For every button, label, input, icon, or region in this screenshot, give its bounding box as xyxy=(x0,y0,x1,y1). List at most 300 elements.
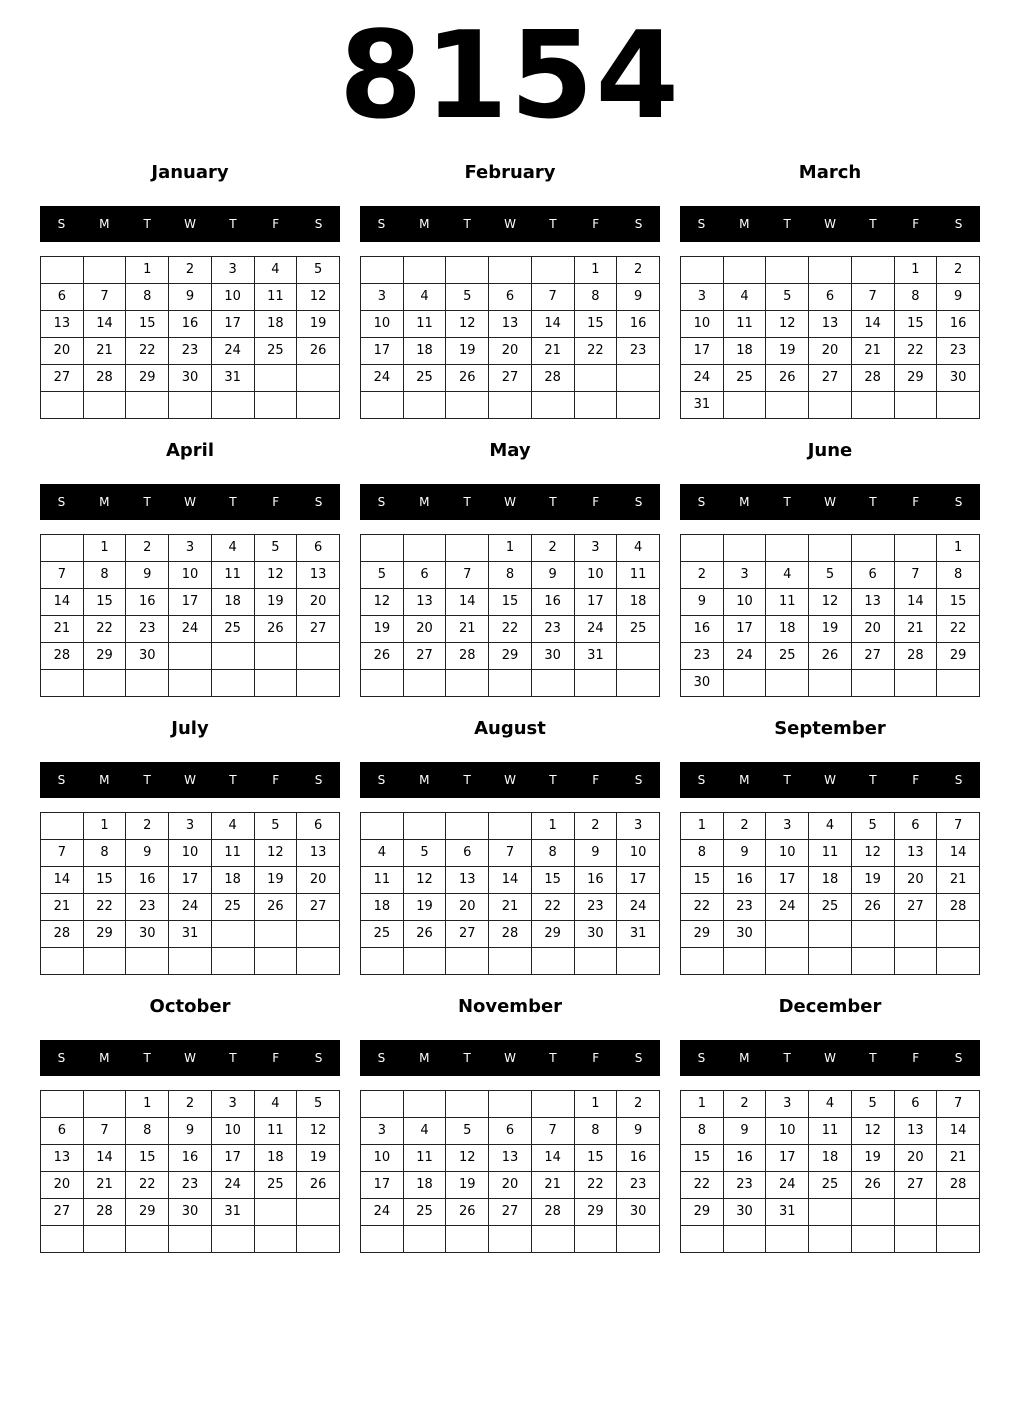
day-cell: 16 xyxy=(937,311,980,338)
day-cell xyxy=(254,670,297,697)
day-cell xyxy=(851,1199,894,1226)
day-cell: 11 xyxy=(254,284,297,311)
day-cell xyxy=(531,392,574,419)
day-cell xyxy=(894,948,937,975)
weekday-label: T xyxy=(463,217,471,231)
day-cell xyxy=(851,257,894,284)
day-cell xyxy=(361,257,404,284)
day-cell: 9 xyxy=(169,284,212,311)
day-cell: 2 xyxy=(126,535,169,562)
day-cell: 20 xyxy=(489,1172,532,1199)
day-cell xyxy=(894,1226,937,1253)
day-cell: 11 xyxy=(617,562,660,589)
day-cell xyxy=(894,1199,937,1226)
day-cell xyxy=(297,948,340,975)
day-cell xyxy=(361,535,404,562)
day-cell xyxy=(531,670,574,697)
day-cell xyxy=(297,365,340,392)
day-cell xyxy=(681,1226,724,1253)
day-cell: 27 xyxy=(489,365,532,392)
day-grid xyxy=(360,812,660,975)
day-cell: 4 xyxy=(211,535,254,562)
day-cell xyxy=(766,535,809,562)
day-cell: 6 xyxy=(489,1118,532,1145)
day-cell xyxy=(617,643,660,670)
week-row xyxy=(361,1226,660,1253)
weekday-label: F xyxy=(592,217,600,231)
weekday-label: W xyxy=(824,495,836,509)
day-cell xyxy=(851,670,894,697)
day-cell: 2 xyxy=(723,813,766,840)
day-cell: 20 xyxy=(41,338,84,365)
week-row xyxy=(361,365,660,392)
day-cell: 3 xyxy=(211,257,254,284)
day-cell: 31 xyxy=(766,1199,809,1226)
weekday-header xyxy=(40,762,340,798)
day-cell: 30 xyxy=(937,365,980,392)
day-cell xyxy=(489,1091,532,1118)
weekday-label: T xyxy=(143,773,151,787)
week-row xyxy=(361,589,660,616)
weekday-header xyxy=(680,762,980,798)
day-cell: 16 xyxy=(681,616,724,643)
day-cell: 31 xyxy=(169,921,212,948)
weekday-header xyxy=(680,1040,980,1076)
day-cell: 26 xyxy=(254,894,297,921)
day-cell: 7 xyxy=(83,284,126,311)
week-row xyxy=(41,921,340,948)
month-name: July xyxy=(171,718,209,739)
day-cell: 26 xyxy=(403,921,446,948)
day-cell: 5 xyxy=(254,813,297,840)
day-cell: 1 xyxy=(83,535,126,562)
weekday-label: T xyxy=(143,495,151,509)
day-cell: 15 xyxy=(574,311,617,338)
day-cell: 21 xyxy=(937,1145,980,1172)
day-cell: 14 xyxy=(41,589,84,616)
week-row xyxy=(41,1199,340,1226)
week-row xyxy=(41,867,340,894)
weekday-label: W xyxy=(184,217,196,231)
month-name: January xyxy=(151,162,229,183)
day-cell: 21 xyxy=(937,867,980,894)
day-cell: 12 xyxy=(851,840,894,867)
day-cell: 13 xyxy=(446,867,489,894)
day-cell xyxy=(41,392,84,419)
week-row xyxy=(681,840,980,867)
day-cell: 6 xyxy=(894,1091,937,1118)
day-cell: 24 xyxy=(681,365,724,392)
week-row xyxy=(681,1226,980,1253)
week-row xyxy=(681,1118,980,1145)
weekday-label: M xyxy=(739,495,750,509)
day-cell xyxy=(254,921,297,948)
day-cell: 20 xyxy=(809,338,852,365)
day-cell xyxy=(446,257,489,284)
day-cell: 26 xyxy=(446,365,489,392)
weekday-label: T xyxy=(783,495,791,509)
weekday-label: T xyxy=(549,217,557,231)
day-cell: 21 xyxy=(41,894,84,921)
day-cell: 22 xyxy=(894,338,937,365)
day-cell: 22 xyxy=(83,894,126,921)
day-cell: 28 xyxy=(937,894,980,921)
day-cell xyxy=(489,670,532,697)
day-cell: 28 xyxy=(937,1172,980,1199)
day-cell: 4 xyxy=(211,813,254,840)
day-cell: 7 xyxy=(41,840,84,867)
day-cell: 4 xyxy=(723,284,766,311)
day-cell: 9 xyxy=(169,1118,212,1145)
week-row xyxy=(361,813,660,840)
day-cell xyxy=(297,921,340,948)
day-cell: 2 xyxy=(723,1091,766,1118)
day-cell: 15 xyxy=(531,867,574,894)
day-cell xyxy=(489,392,532,419)
day-cell: 4 xyxy=(403,1118,446,1145)
day-cell: 30 xyxy=(169,1199,212,1226)
day-cell xyxy=(446,535,489,562)
week-row xyxy=(361,921,660,948)
day-grid xyxy=(360,256,660,419)
day-cell: 19 xyxy=(851,867,894,894)
day-cell: 19 xyxy=(361,616,404,643)
day-cell xyxy=(169,392,212,419)
day-cell: 21 xyxy=(489,894,532,921)
day-cell: 9 xyxy=(126,840,169,867)
weekday-label: S xyxy=(634,773,643,787)
day-cell xyxy=(446,1226,489,1253)
day-cell: 14 xyxy=(489,867,532,894)
day-cell: 18 xyxy=(254,1145,297,1172)
weekday-label: S xyxy=(57,773,66,787)
day-cell: 1 xyxy=(937,535,980,562)
day-cell xyxy=(809,921,852,948)
day-cell: 13 xyxy=(41,311,84,338)
month-name: April xyxy=(165,440,215,461)
day-grid xyxy=(40,1090,340,1253)
week-row xyxy=(681,1145,980,1172)
day-cell: 12 xyxy=(766,311,809,338)
day-cell xyxy=(851,535,894,562)
day-cell: 23 xyxy=(126,616,169,643)
day-cell xyxy=(723,535,766,562)
week-row xyxy=(681,670,980,697)
day-cell: 12 xyxy=(403,867,446,894)
weekday-label: S xyxy=(314,1051,323,1065)
day-cell xyxy=(446,392,489,419)
day-cell: 31 xyxy=(681,392,724,419)
day-cell: 14 xyxy=(83,311,126,338)
day-cell xyxy=(403,257,446,284)
day-cell: 19 xyxy=(297,1145,340,1172)
day-cell xyxy=(574,1226,617,1253)
day-cell: 10 xyxy=(211,1118,254,1145)
day-cell: 9 xyxy=(126,562,169,589)
weekday-label: S xyxy=(697,773,706,787)
weekday-label: F xyxy=(592,1051,600,1065)
weekday-label: S xyxy=(634,495,643,509)
day-cell: 8 xyxy=(83,840,126,867)
day-cell: 31 xyxy=(617,921,660,948)
day-cell: 11 xyxy=(809,1118,852,1145)
day-cell: 16 xyxy=(723,867,766,894)
weekday-label: S xyxy=(954,1051,963,1065)
day-cell: 30 xyxy=(617,1199,660,1226)
day-cell: 18 xyxy=(403,1172,446,1199)
week-row xyxy=(41,1145,340,1172)
day-cell: 10 xyxy=(617,840,660,867)
week-row xyxy=(41,813,340,840)
week-row xyxy=(41,535,340,562)
day-cell: 27 xyxy=(446,921,489,948)
day-cell: 29 xyxy=(937,643,980,670)
weekday-label: S xyxy=(697,1051,706,1065)
day-cell: 16 xyxy=(169,1145,212,1172)
day-cell: 5 xyxy=(766,284,809,311)
day-cell xyxy=(83,670,126,697)
weekday-label: F xyxy=(912,1051,920,1065)
day-cell: 28 xyxy=(83,1199,126,1226)
week-row xyxy=(41,894,340,921)
day-cell: 3 xyxy=(361,1118,404,1145)
day-cell: 30 xyxy=(126,921,169,948)
day-cell: 29 xyxy=(681,1199,724,1226)
day-cell: 26 xyxy=(766,365,809,392)
day-cell: 8 xyxy=(681,840,724,867)
day-cell: 27 xyxy=(403,643,446,670)
day-cell: 22 xyxy=(531,894,574,921)
day-cell: 27 xyxy=(851,643,894,670)
month-name: June xyxy=(807,440,853,461)
day-cell: 22 xyxy=(574,338,617,365)
month-name: December xyxy=(778,996,882,1017)
day-cell: 29 xyxy=(83,921,126,948)
day-cell: 11 xyxy=(211,840,254,867)
day-cell: 5 xyxy=(809,562,852,589)
weekday-label: T xyxy=(549,773,557,787)
day-cell: 23 xyxy=(574,894,617,921)
week-row xyxy=(41,643,340,670)
day-cell: 3 xyxy=(681,284,724,311)
day-cell xyxy=(41,1091,84,1118)
day-cell: 8 xyxy=(531,840,574,867)
day-cell: 19 xyxy=(446,338,489,365)
day-cell: 23 xyxy=(937,338,980,365)
day-cell: 29 xyxy=(489,643,532,670)
day-cell xyxy=(126,392,169,419)
day-cell: 14 xyxy=(446,589,489,616)
day-cell: 6 xyxy=(297,535,340,562)
day-cell: 27 xyxy=(297,616,340,643)
day-cell: 23 xyxy=(531,616,574,643)
day-cell xyxy=(617,392,660,419)
weekday-label: S xyxy=(57,1051,66,1065)
day-cell: 8 xyxy=(574,284,617,311)
weekday-label: S xyxy=(314,495,323,509)
day-cell xyxy=(403,535,446,562)
day-cell: 26 xyxy=(809,643,852,670)
day-cell: 7 xyxy=(531,1118,574,1145)
day-cell: 2 xyxy=(617,257,660,284)
day-cell xyxy=(851,921,894,948)
weekday-label: T xyxy=(463,495,471,509)
day-cell: 12 xyxy=(809,589,852,616)
day-cell: 20 xyxy=(297,589,340,616)
day-cell: 2 xyxy=(617,1091,660,1118)
week-row xyxy=(361,1199,660,1226)
day-cell xyxy=(894,670,937,697)
weekday-label: T xyxy=(869,495,877,509)
week-row xyxy=(361,535,660,562)
day-cell xyxy=(723,670,766,697)
day-cell xyxy=(254,948,297,975)
day-cell xyxy=(681,257,724,284)
weekday-label: M xyxy=(419,773,430,787)
day-cell: 26 xyxy=(851,894,894,921)
day-cell xyxy=(41,670,84,697)
day-cell: 12 xyxy=(254,562,297,589)
day-cell: 19 xyxy=(254,589,297,616)
day-cell xyxy=(531,1226,574,1253)
day-cell: 5 xyxy=(851,813,894,840)
day-cell: 12 xyxy=(446,1145,489,1172)
day-cell: 26 xyxy=(297,1172,340,1199)
day-cell: 15 xyxy=(126,311,169,338)
week-row xyxy=(41,1118,340,1145)
day-cell xyxy=(809,948,852,975)
day-cell: 21 xyxy=(531,338,574,365)
day-cell: 28 xyxy=(489,921,532,948)
day-grid xyxy=(680,812,980,975)
day-cell: 14 xyxy=(851,311,894,338)
day-cell: 16 xyxy=(531,589,574,616)
weekday-label: S xyxy=(377,495,386,509)
day-cell: 4 xyxy=(403,284,446,311)
day-cell: 30 xyxy=(681,670,724,697)
day-cell: 2 xyxy=(169,257,212,284)
week-row xyxy=(681,643,980,670)
week-row xyxy=(681,948,980,975)
weekday-label: W xyxy=(824,1051,836,1065)
day-cell: 2 xyxy=(574,813,617,840)
day-cell: 12 xyxy=(297,1118,340,1145)
weekday-label: M xyxy=(739,773,750,787)
day-cell: 20 xyxy=(489,338,532,365)
weekday-label: S xyxy=(57,495,66,509)
week-row xyxy=(361,867,660,894)
weekday-header xyxy=(680,206,980,242)
day-cell: 1 xyxy=(574,257,617,284)
day-cell xyxy=(574,948,617,975)
day-cell: 17 xyxy=(681,338,724,365)
day-grid xyxy=(40,256,340,419)
day-cell: 10 xyxy=(723,589,766,616)
day-cell: 9 xyxy=(531,562,574,589)
day-cell: 6 xyxy=(41,1118,84,1145)
day-cell: 28 xyxy=(41,921,84,948)
day-cell: 11 xyxy=(723,311,766,338)
day-cell xyxy=(617,948,660,975)
day-cell xyxy=(297,1199,340,1226)
weekday-header xyxy=(40,1040,340,1076)
day-cell: 8 xyxy=(894,284,937,311)
day-cell: 15 xyxy=(83,867,126,894)
week-row xyxy=(41,365,340,392)
day-cell: 25 xyxy=(809,1172,852,1199)
week-row xyxy=(41,840,340,867)
day-cell xyxy=(126,1226,169,1253)
day-cell: 24 xyxy=(361,365,404,392)
day-cell: 1 xyxy=(574,1091,617,1118)
weekday-label: M xyxy=(99,217,110,231)
day-cell: 18 xyxy=(361,894,404,921)
day-cell: 5 xyxy=(851,1091,894,1118)
day-cell: 9 xyxy=(723,1118,766,1145)
day-cell: 22 xyxy=(681,1172,724,1199)
day-grid xyxy=(360,534,660,697)
week-row xyxy=(681,284,980,311)
day-cell: 25 xyxy=(403,365,446,392)
weekday-label: T xyxy=(229,495,237,509)
day-cell: 26 xyxy=(297,338,340,365)
weekday-label: F xyxy=(912,217,920,231)
day-cell xyxy=(169,1226,212,1253)
day-cell xyxy=(617,670,660,697)
week-row xyxy=(41,1091,340,1118)
year-title: 8154 xyxy=(339,7,681,146)
day-cell: 15 xyxy=(681,1145,724,1172)
day-cell: 21 xyxy=(531,1172,574,1199)
day-cell: 22 xyxy=(83,616,126,643)
day-grid xyxy=(40,812,340,975)
day-cell: 23 xyxy=(126,894,169,921)
day-cell: 23 xyxy=(169,1172,212,1199)
day-cell xyxy=(403,392,446,419)
weekday-label: S xyxy=(57,217,66,231)
day-cell xyxy=(489,813,532,840)
weekday-label: W xyxy=(504,495,516,509)
day-cell: 18 xyxy=(211,589,254,616)
weekday-label: F xyxy=(592,495,600,509)
month-name: October xyxy=(149,996,231,1017)
weekday-label: F xyxy=(912,495,920,509)
day-cell xyxy=(766,257,809,284)
day-cell: 19 xyxy=(403,894,446,921)
day-grid xyxy=(360,1090,660,1253)
day-cell: 16 xyxy=(126,867,169,894)
week-row xyxy=(681,392,980,419)
day-cell: 14 xyxy=(531,311,574,338)
day-cell: 7 xyxy=(41,562,84,589)
day-cell: 10 xyxy=(361,311,404,338)
weekday-label: T xyxy=(869,217,877,231)
day-cell: 14 xyxy=(83,1145,126,1172)
day-cell: 3 xyxy=(361,284,404,311)
day-cell xyxy=(254,1226,297,1253)
day-cell xyxy=(41,813,84,840)
weekday-label: M xyxy=(739,217,750,231)
day-cell: 3 xyxy=(574,535,617,562)
day-cell: 25 xyxy=(254,338,297,365)
day-cell: 1 xyxy=(681,1091,724,1118)
weekday-header xyxy=(360,206,660,242)
weekday-header xyxy=(40,484,340,520)
day-cell xyxy=(766,670,809,697)
day-cell: 7 xyxy=(83,1118,126,1145)
day-cell: 22 xyxy=(937,616,980,643)
day-cell xyxy=(211,948,254,975)
